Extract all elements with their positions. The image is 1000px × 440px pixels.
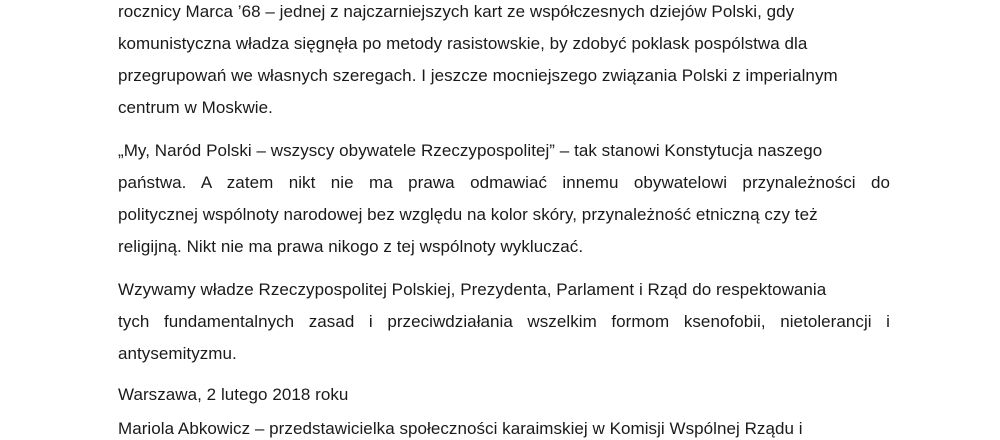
paragraph-2-line-3: politycznej wspólnoty narodowej bez względu na kolor skóry, przynależność etniczną czy też xyxy=(118,205,818,224)
paragraph-2-line-4: religijną. Nikt nie ma prawa nikogo z tej wspólnoty wykluczać. xyxy=(118,237,584,256)
signatory-line-partial: Mariola Abkowicz – przedstawicielka społeczności karaimskiej w Komisji Wspólnej Rządu i xyxy=(118,419,803,438)
paragraph-1-line-3: przegrupowań we własnych szeregach. I jeszcze mocniejszego związania Polski z imperialnym xyxy=(118,66,838,85)
paragraph-3-line-1: Wzywamy władze Rzeczypospolitej Polskiej, Prezydenta, Parlament i Rząd do respektowania xyxy=(118,280,827,299)
paragraph-2-line-1: „My, Naród Polski – wszyscy obywatele Rzeczypospolitej” – tak stanowi Konstytucja naszego xyxy=(118,141,823,160)
paragraph-1-line-4: centrum w Moskwie. xyxy=(118,98,273,117)
place-date: Warszawa, 2 lutego 2018 roku xyxy=(118,385,349,404)
paragraph-1-line-2: komunistyczna władza sięgnęła po metody rasistowskie, by zdobyć poklask pospólstwa dla xyxy=(118,34,808,53)
paragraph-3-line-2: tych fundamentalnych zasad i przeciwdziałania wszelkim formom ksenofobii, nietolerancji i xyxy=(118,312,890,331)
paragraph-1-line-1: rocznicy Marca ’68 – jednej z najczarniejszych kart ze współczesnych dziejów Polski, gdy xyxy=(118,2,795,21)
paragraph-3-line-3: antysemityzmu. xyxy=(118,344,237,363)
paragraph-2-line-2: państwa. A zatem nikt nie ma prawa odmawiać innemu obywatelowi przynależności do xyxy=(118,173,890,192)
